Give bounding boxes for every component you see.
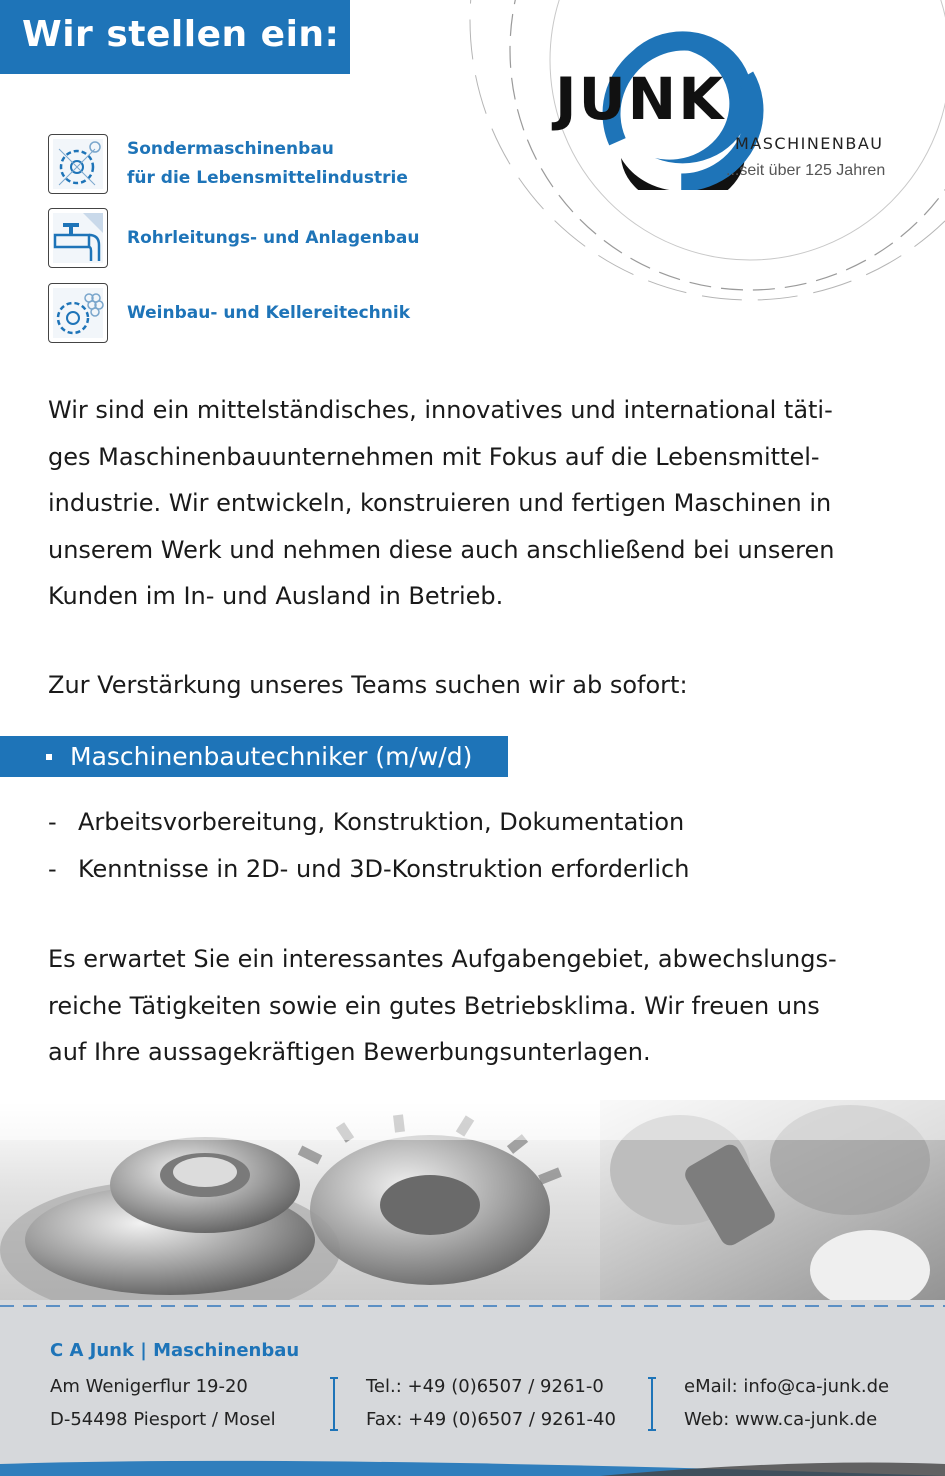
footer-web-link[interactable]: Web: www.ca-junk.de <box>684 1409 878 1430</box>
service-label: Rohrleitungs- und Anlagenbau <box>127 227 420 248</box>
footer-dashed-line <box>0 1300 945 1312</box>
logo-wordmark: JUNK <box>555 65 726 133</box>
footer-address-line: Am Wenigerflur 19-20 <box>50 1376 248 1397</box>
company-logo <box>555 30 900 190</box>
task-text: Arbeitsvorbereitung, Konstruktion, Dokumentation <box>78 808 685 836</box>
service-item-special-machines <box>48 134 408 194</box>
dash-icon: - <box>48 854 57 883</box>
grapes-gear-icon <box>48 283 108 343</box>
job-title-bar <box>0 736 508 777</box>
service-label: Sondermaschinenbau <box>127 139 334 159</box>
closing-paragraph <box>48 936 908 1076</box>
intro-line: unserem Werk und nehmen diese auch anschließend bei unseren <box>48 535 835 564</box>
service-item-piping <box>48 208 419 268</box>
closing-line: auf Ihre aussagekräftigen Bewerbungsunterlagen. <box>48 1038 651 1066</box>
footer-fax: Fax: +49 (0)6507 / 9261-40 <box>366 1409 616 1430</box>
closing-line: reiche Tätigkeiten sowie ein gutes Betriebsklima. Wir freuen uns <box>48 991 820 1020</box>
footer-phone[interactable]: Tel.: +49 (0)6507 / 9261-0 <box>366 1376 604 1397</box>
job-tasks-list <box>48 799 689 892</box>
reinforcement-line: Zur Verstärkung unseres Teams suchen wir ab sofort: <box>48 671 688 699</box>
page-title-banner: Wir stellen ein: <box>0 0 350 74</box>
gear-blueprint-icon <box>48 134 108 194</box>
footer-bottom-swoosh <box>0 1450 945 1476</box>
service-item-winery <box>48 283 410 343</box>
logo-tagline: ...seit über 125 Jahren <box>726 162 886 179</box>
service-label: Weinbau- und Kellereitechnik <box>127 302 411 323</box>
intro-line: industrie. Wir entwickeln, konstruieren und fertigen Maschinen in <box>48 489 832 517</box>
gears-welding-photo <box>0 1100 945 1300</box>
pipe-valve-icon <box>48 208 108 268</box>
task-text: Kenntnisse in 2D- und 3D-Konstruktion erforderlich <box>78 854 690 883</box>
job-title: Maschinenbautechniker (m/w/d) <box>70 742 473 771</box>
intro-line: Wir sind ein mittelständisches, innovatives und international täti- <box>48 396 833 424</box>
bullet-square-icon <box>46 754 52 760</box>
logo-subtitle: MASCHINENBAU <box>735 134 884 153</box>
intro-line: Kunden im In- und Ausland in Betrieb. <box>48 582 504 610</box>
reinforcement-text <box>48 662 908 709</box>
closing-line: Es erwartet Sie ein interessantes Aufgabengebiet, abwechslungs- <box>48 945 837 973</box>
footer-company-name: C A Junk | Maschinenbau <box>50 1340 300 1361</box>
intro-paragraph <box>48 387 908 620</box>
list-item <box>48 799 689 846</box>
footer-address-line: D-54498 Piesport / Mosel <box>50 1409 276 1430</box>
footer-email-link[interactable]: eMail: info@ca-junk.de <box>684 1376 890 1397</box>
list-item <box>48 846 689 893</box>
intro-line: ges Maschinenbauunternehmen mit Fokus auf die Lebensmittel- <box>48 442 820 471</box>
footer-contact <box>0 1300 945 1476</box>
dash-icon: - <box>48 808 57 836</box>
footer-separator-icon <box>330 1376 338 1432</box>
service-label: für die Lebensmittelindustrie <box>127 168 408 188</box>
footer-separator-icon <box>648 1376 656 1432</box>
